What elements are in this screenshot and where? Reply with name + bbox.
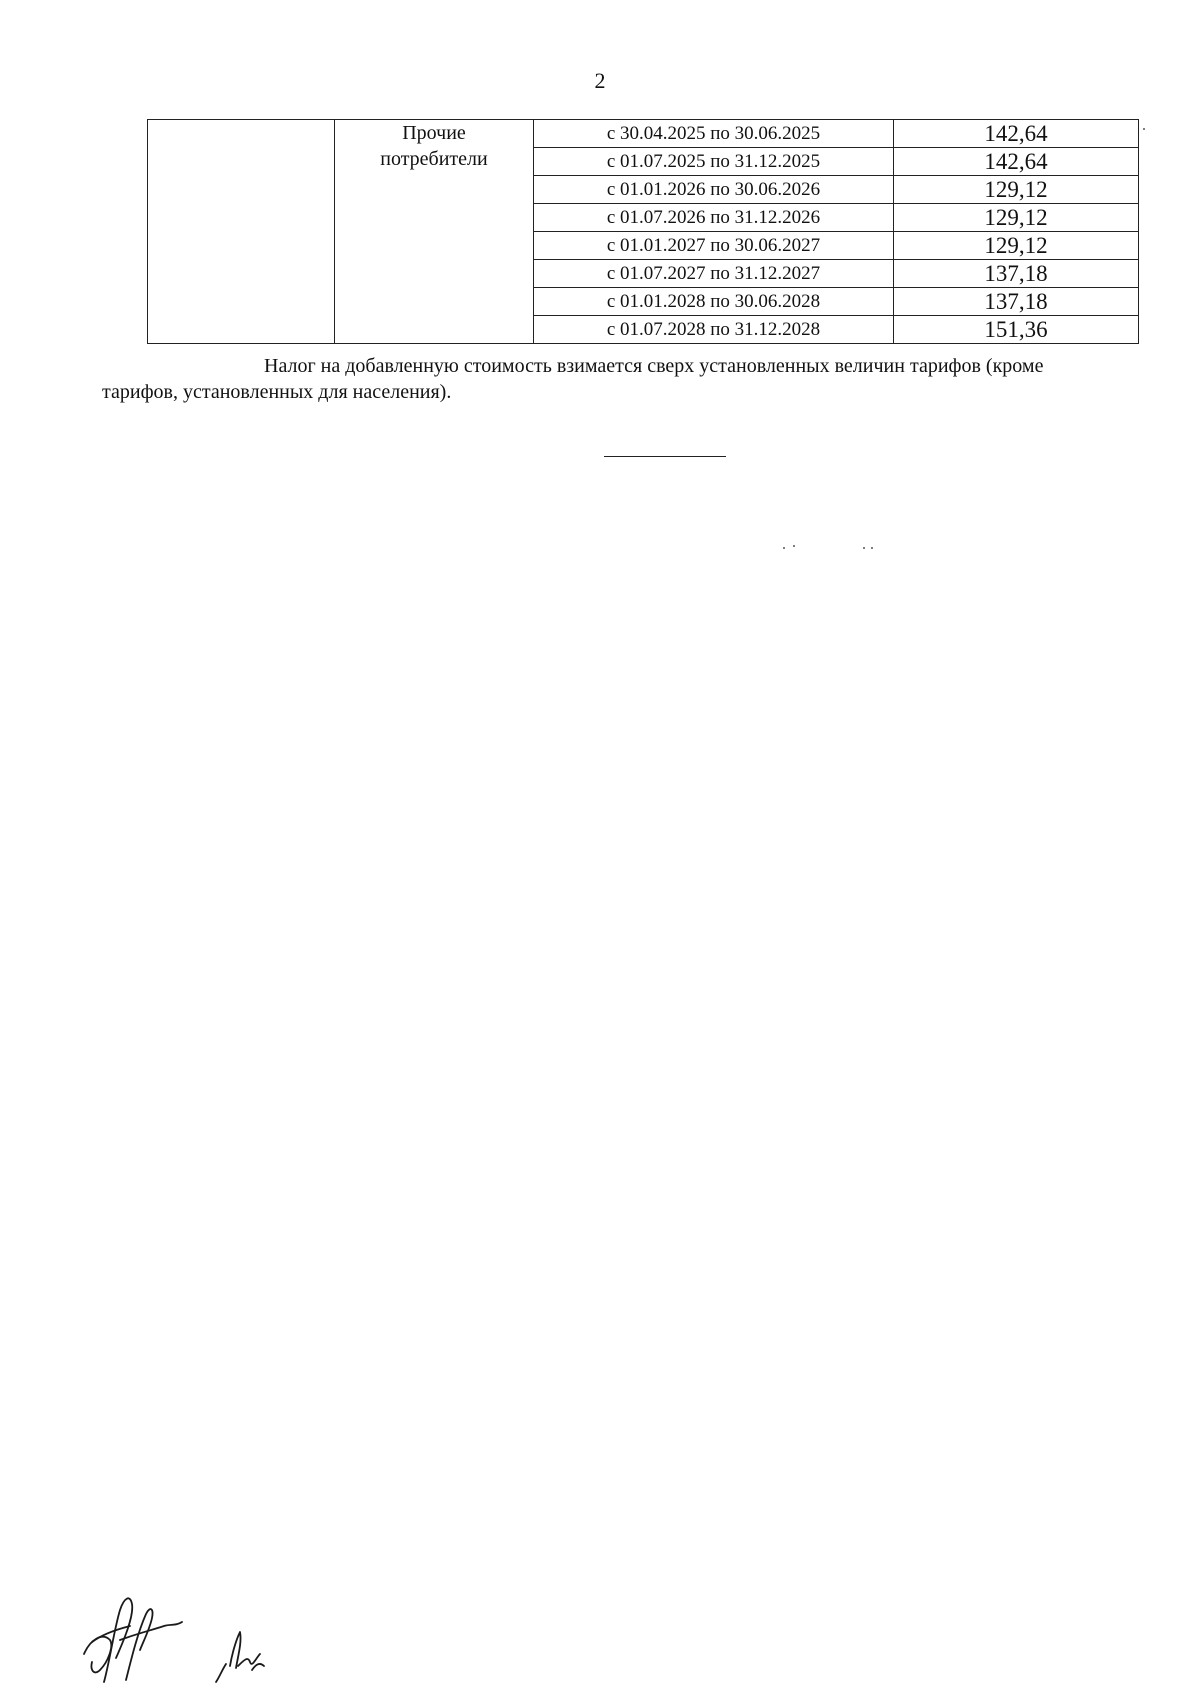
period-cell: с 01.07.2026 по 31.12.2026 [534, 204, 894, 232]
signature-stroke [230, 1632, 241, 1668]
scan-speck [783, 547, 785, 549]
tariff-value-cell: 142,64 [894, 120, 1139, 148]
tariff-value-cell: 137,18 [894, 288, 1139, 316]
tariff-value-cell: 151,36 [894, 316, 1139, 344]
handwritten-signatures [80, 1570, 300, 1690]
tariff-value-cell: 129,12 [894, 176, 1139, 204]
period-cell: с 01.01.2026 по 30.06.2026 [534, 176, 894, 204]
signature-stroke [216, 1664, 226, 1682]
period-cell: с 01.01.2028 по 30.06.2028 [534, 288, 894, 316]
period-cell: с 01.07.2027 по 31.12.2027 [534, 260, 894, 288]
signature-stroke [252, 1664, 264, 1670]
empty-cell [148, 120, 335, 344]
period-cell: с 01.07.2025 по 31.12.2025 [534, 148, 894, 176]
period-cell: с 01.01.2027 по 30.06.2027 [534, 232, 894, 260]
page-number: 2 [594, 68, 606, 93]
vat-note [102, 353, 1143, 405]
scan-speck [871, 547, 873, 549]
consumer-group-cell: Прочие потребители [335, 120, 534, 344]
period-cell: с 30.04.2025 по 30.06.2025 [534, 120, 894, 148]
tariff-value-cell: 129,12 [894, 232, 1139, 260]
scan-speck [863, 547, 865, 549]
vat-note-line-1: Налог на добавленную стоимость взимается сверх установленных величин тарифов (кроме [264, 355, 1044, 377]
scan-speck [1143, 128, 1145, 130]
tariff-value-cell: 129,12 [894, 204, 1139, 232]
tariff-value-cell: 137,18 [894, 260, 1139, 288]
tariff-value-cell: 142,64 [894, 148, 1139, 176]
vat-note-line-2: тарифов, установленных для населения). [102, 381, 452, 403]
period-cell: с 01.07.2028 по 31.12.2028 [534, 316, 894, 344]
tariff-table [147, 119, 1139, 344]
end-divider [604, 456, 726, 457]
scan-speck [793, 545, 795, 547]
table-row [148, 120, 1139, 148]
